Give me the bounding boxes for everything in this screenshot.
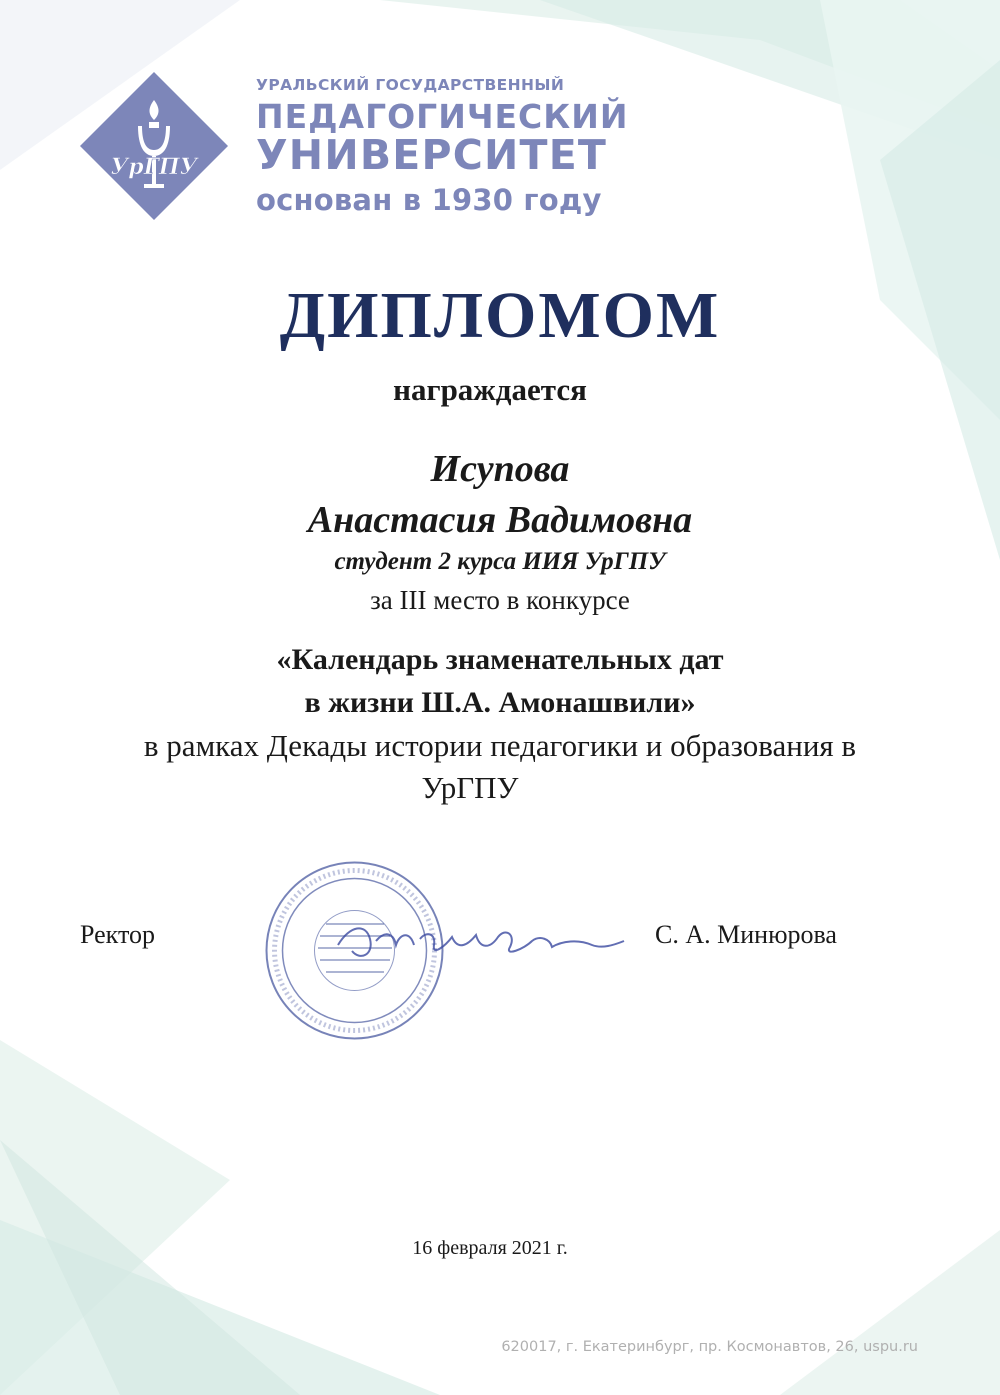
university-address: 620017, г. Екатеринбург, пр. Космонавтов, 26, uspu.ru: [501, 1339, 918, 1355]
contest-title-line-2: в жизни Ш.А. Амонашвили»: [304, 686, 696, 719]
university-logo-text: [256, 76, 629, 217]
rector-name: С. А. Минюрова: [655, 920, 837, 949]
logo-line-university: УНИВЕРСИТЕТ: [256, 130, 608, 179]
logo-emblem-text: УрГПУ: [110, 154, 198, 180]
rector-signature: [330, 905, 630, 975]
logo-line-university-region: УРАЛЬСКИЙ ГОСУДАРСТВЕННЫЙ: [256, 76, 565, 94]
recipient-surname: Исупова: [430, 448, 570, 490]
contest-title-line-1: «Календарь знаменательных дат: [276, 643, 724, 676]
event-framework-line-1: в рамках Декады истории педагогики и образования в: [143, 728, 857, 763]
award-place: за III место в конкурсе: [370, 585, 630, 615]
awarded-text: награждается: [393, 372, 587, 407]
diploma-title: ДИПЛОМОМ: [279, 279, 721, 352]
logo-line-founded: основан в 1930 году: [256, 182, 602, 217]
rector-position-label: Ректор: [80, 920, 155, 949]
recipient-first-name: Анастасия Вадимовна: [307, 499, 693, 541]
logo-line-pedagogical: ПЕДАГОГИЧЕСКИЙ: [256, 96, 629, 136]
recipient-status: студент 2 курса ИИЯ УрГПУ: [334, 548, 666, 575]
event-framework-line-2: УрГПУ: [421, 770, 519, 805]
university-logo-emblem: [78, 70, 230, 222]
issue-date: 16 февраля 2021 г.: [412, 1237, 568, 1259]
